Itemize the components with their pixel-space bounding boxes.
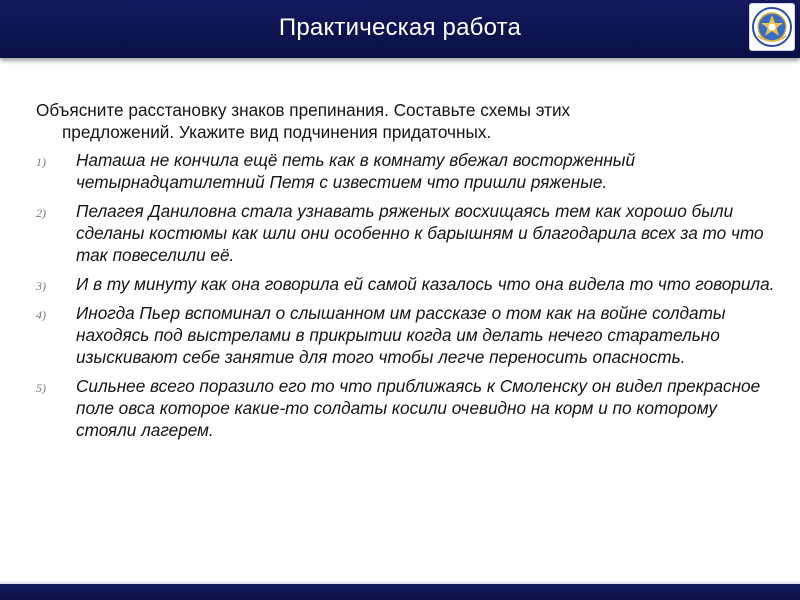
sentence-text: И в ту минуту как она говорила ей самой казалось что она видела то что говорила. <box>76 274 775 294</box>
list-number: 5) <box>36 381 46 395</box>
list-item <box>36 273 776 295</box>
list-item <box>36 149 776 193</box>
list-number: 1) <box>36 155 46 169</box>
content-area <box>36 99 776 448</box>
list-item <box>36 302 776 368</box>
sentence-text: Иногда Пьер вспоминал о слышанном им рассказе о том как на войне солдаты находясь под выстрелами в прикрытии когда им делать нечего старательно изыскивают себе занятие для того чтобы легче переносить опасность. <box>76 303 726 367</box>
footer-bar <box>0 584 800 600</box>
instructions-line-2: предложений. Укажите вид подчинения придаточных. <box>62 122 492 142</box>
task-instructions <box>36 99 776 143</box>
list-number: 4) <box>36 308 46 322</box>
list-number: 2) <box>36 206 46 220</box>
sentence-text: Сильнее всего поразило его то что приближаясь к Смоленску он видел прекрасное поле овса которое какие-то солдаты косили очевидно на корм и по которому стояли лагерем. <box>76 376 761 440</box>
sentence-list <box>36 149 776 441</box>
list-item <box>36 375 776 441</box>
list-item <box>36 200 776 266</box>
list-number: 3) <box>36 279 46 293</box>
emblem-icon <box>749 3 795 51</box>
sentence-text: Пелагея Даниловна стала узнавать ряженых восхищаясь тем как хорошо были сделаны костюмы как шли они особенно к барышням и благодарила всех за то что так повеселили её. <box>76 201 764 265</box>
sentence-text: Наташа не кончила ещё петь как в комнату вбежал восторженный четырнадцатилетний Петя с известием что пришли ряженые. <box>76 150 636 192</box>
header-bar <box>0 0 800 58</box>
page-title: Практическая работа <box>278 14 522 41</box>
instructions-line-1: Объясните расстановку знаков препинания. Составьте схемы этих <box>36 100 571 120</box>
